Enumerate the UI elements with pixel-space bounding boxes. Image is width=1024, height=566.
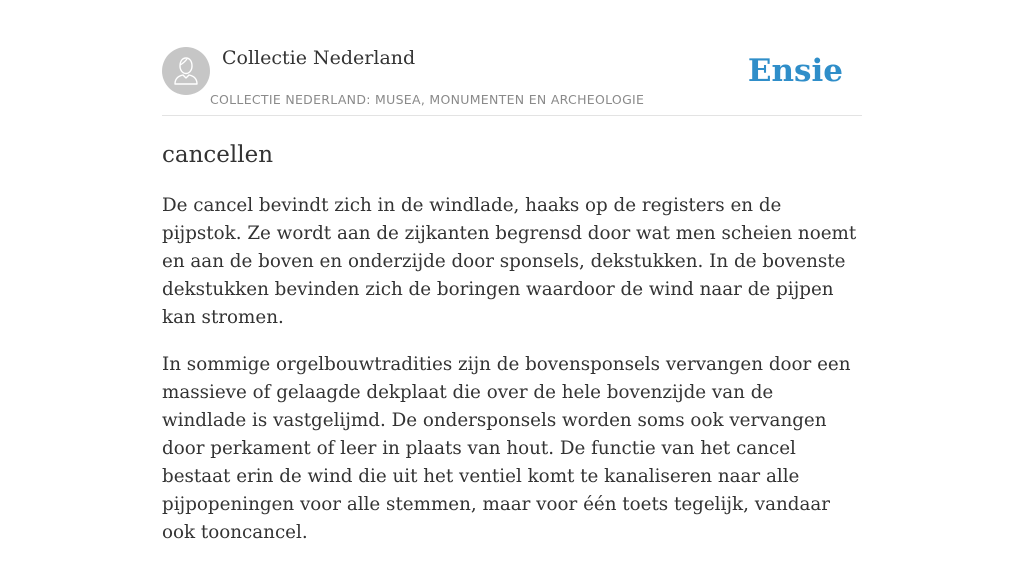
entry-paragraph: In sommige orgelbouwtradities zijn de bovensponsels vervangen door een massieve of gelaagde dekplaat die over de hele bovenzijde van de windlade is vastgelijmd. De ondersponsels worden soms ook vervangen door perkament of leer in plaats van hout. De functie van het cancel bestaat erin de wind die uit het ventiel komt te kanaliseren naar alle pijpopeningen voor alle stemmen, maar voor één toets tegelijk, vandaar ook tooncancel. bbox=[162, 354, 851, 543]
user-icon bbox=[162, 47, 210, 95]
author-subtitle: COLLECTIE NEDERLAND: MUSEA, MONUMENTEN EN ARCHEOLOGIE bbox=[210, 92, 645, 107]
entry-paragraph: De cancel bevindt zich in de windlade, haaks op de registers en de pijpstok. Ze wordt aan de zijkanten begrensd door wat men scheien noemt en aan de boven en onderzijde door sponsels, dekstukken. In de bovenste dekstukken bevinden zich de boringen waardoor de wind naar de pijpen kan stromen. bbox=[162, 195, 857, 328]
ensie-logo[interactable]: Ensie bbox=[747, 53, 843, 89]
entry-title: cancellen bbox=[162, 142, 274, 168]
entry-header bbox=[162, 46, 862, 116]
entry-body bbox=[162, 192, 862, 566]
author-avatar[interactable] bbox=[162, 47, 210, 95]
author-name[interactable]: Collectie Nederland bbox=[222, 47, 416, 69]
